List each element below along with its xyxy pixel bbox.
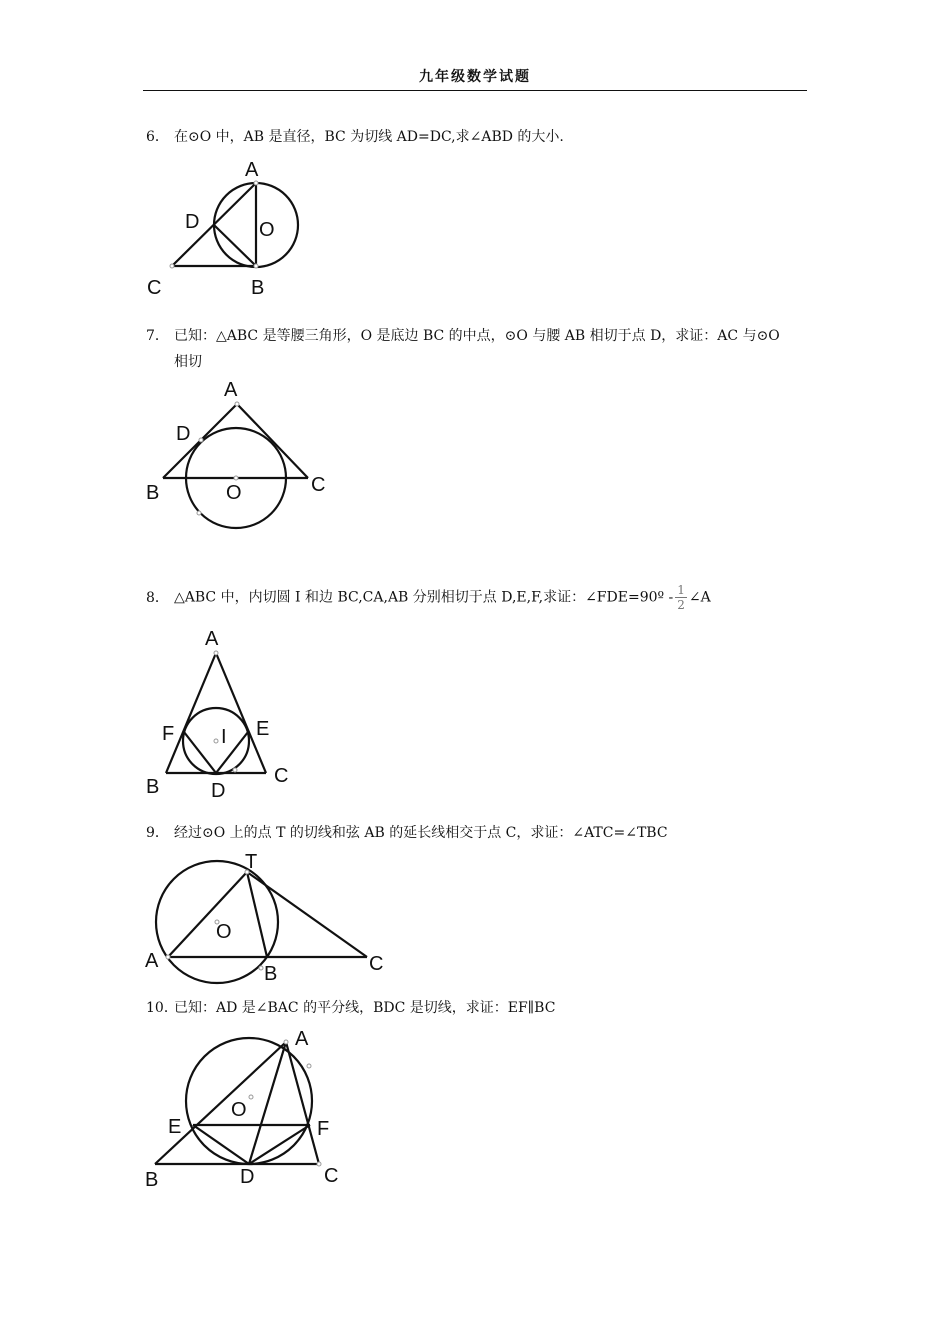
label-a: A bbox=[224, 379, 238, 401]
point-o bbox=[234, 476, 238, 480]
point-o bbox=[249, 1095, 253, 1099]
label-d: D bbox=[185, 211, 200, 233]
page-header: 九年级数学试题 bbox=[143, 64, 807, 91]
segment-ac bbox=[286, 1042, 319, 1164]
question-text: △ABC 中，内切圆 I 和边 BC,CA,AB 分别相切于点 D,E,F,求证：∠FDE=90º - bbox=[174, 589, 674, 606]
point-a bbox=[235, 402, 239, 406]
side-ac bbox=[216, 653, 266, 773]
label-e: E bbox=[168, 1116, 182, 1138]
label-b: B bbox=[146, 776, 160, 798]
point-b bbox=[254, 264, 258, 268]
figure-8 bbox=[146, 628, 288, 802]
question-text: 经过⊙O 上的点 T 的切线和弦 AB 的延长线相交于点 C，求证：∠ATC=∠TBC bbox=[174, 825, 668, 841]
label-o: O bbox=[216, 921, 232, 943]
label-b: B bbox=[251, 277, 265, 299]
label-d: D bbox=[176, 423, 191, 445]
label-o: O bbox=[259, 219, 275, 241]
label-c: C bbox=[147, 277, 162, 299]
figure-9 bbox=[145, 851, 383, 985]
question-number: 6． bbox=[146, 129, 169, 145]
label-t: T bbox=[245, 851, 258, 873]
point-i bbox=[214, 739, 218, 743]
circle-o bbox=[186, 1038, 312, 1164]
label-a: A bbox=[205, 628, 219, 650]
label-b: B bbox=[146, 482, 160, 504]
label-c: C bbox=[369, 953, 384, 975]
point-d bbox=[199, 438, 203, 442]
point-a bbox=[284, 1040, 288, 1044]
question-text: 在⊙O 中，AB 是直径，BC 为切线 AD=DC,求∠ABD 的大小. bbox=[174, 129, 564, 145]
point-a bbox=[166, 955, 170, 959]
label-c: C bbox=[311, 474, 326, 496]
question-number: 10． bbox=[146, 1000, 178, 1016]
segment-ta bbox=[168, 872, 247, 957]
label-e: E bbox=[256, 718, 270, 740]
figure-10 bbox=[145, 1028, 338, 1191]
label-d: D bbox=[211, 780, 226, 802]
point-a bbox=[254, 181, 258, 185]
point-a bbox=[214, 651, 218, 655]
label-i: I bbox=[221, 726, 227, 748]
label-c: C bbox=[324, 1165, 339, 1187]
label-b: B bbox=[264, 963, 278, 985]
question-text-after: ∠A bbox=[688, 589, 711, 606]
point-on-circle bbox=[259, 966, 263, 970]
question-text: 已知：△ABC 是等腰三角形，O 是底边 BC 的中点，⊙O 与腰 AB 相切于点 D，求证：AC 与⊙O bbox=[174, 328, 780, 344]
label-a: A bbox=[245, 159, 259, 181]
label-o: O bbox=[231, 1099, 247, 1121]
question-number: 7． bbox=[146, 328, 169, 344]
question-text: 已知：AD 是∠BAC 的平分线，BDC 是切线，求证：EF∥BC bbox=[174, 1000, 556, 1016]
label-o: O bbox=[226, 482, 242, 504]
label-f: F bbox=[317, 1118, 330, 1140]
label-c: C bbox=[274, 765, 289, 787]
fraction-denominator: 2 bbox=[677, 598, 685, 612]
figure-7 bbox=[146, 379, 325, 528]
point-c bbox=[170, 264, 174, 268]
label-a: A bbox=[145, 950, 159, 972]
question-number: 8． bbox=[146, 589, 169, 606]
segment-ab bbox=[155, 1042, 286, 1164]
label-b: B bbox=[145, 1169, 159, 1191]
point-on-circle bbox=[307, 1064, 311, 1068]
point-on-circle bbox=[233, 768, 237, 772]
label-d: D bbox=[240, 1166, 255, 1188]
point-c bbox=[317, 1162, 321, 1166]
label-a: A bbox=[295, 1028, 309, 1050]
point-on-circle bbox=[197, 511, 201, 515]
fraction-numerator: 1 bbox=[677, 583, 685, 597]
figure-6 bbox=[147, 159, 298, 299]
segment-fd bbox=[184, 732, 216, 773]
side-ac bbox=[237, 404, 308, 478]
side-ab bbox=[166, 653, 216, 773]
question-number: 9． bbox=[146, 825, 169, 841]
question-7-continuation: 相切 bbox=[174, 354, 202, 370]
label-f: F bbox=[162, 723, 175, 745]
